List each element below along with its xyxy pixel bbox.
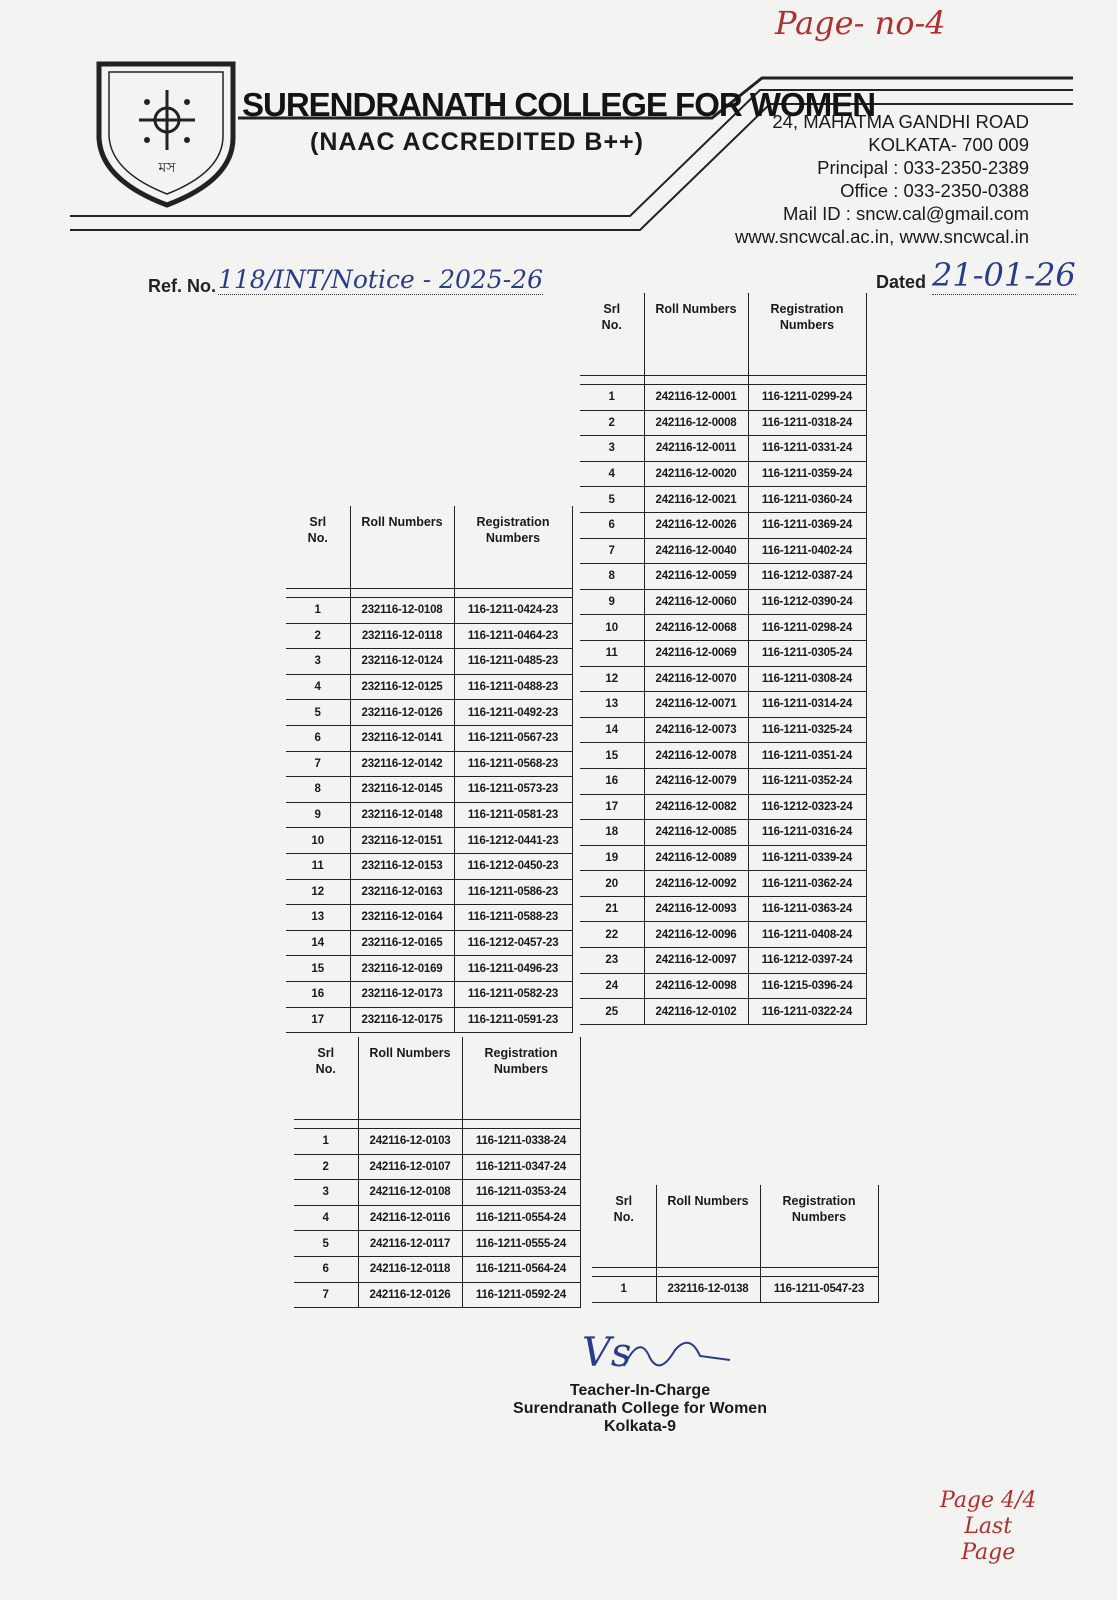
table-row <box>294 1180 580 1206</box>
reg-header: Registration Numbers <box>760 1185 878 1268</box>
college-name: SURENDRANATH COLLEGE FOR WOMEN <box>242 86 876 123</box>
table-row <box>580 692 866 718</box>
table-row <box>294 1231 580 1257</box>
roll-number-cell: 242116-12-0089 <box>644 845 748 871</box>
table-row <box>286 598 572 624</box>
roll-number-cell: 242116-12-0071 <box>644 692 748 718</box>
table-row <box>592 1277 878 1303</box>
handwritten-page-number: Page- no-4 <box>775 4 946 42</box>
table-gap-row <box>592 1268 878 1277</box>
table-row <box>580 615 866 641</box>
address-line: KOLKATA- 700 009 <box>868 134 1029 155</box>
srl-cell: 5 <box>286 700 350 726</box>
table-row <box>286 623 572 649</box>
roll-header: Roll Numbers <box>358 1037 462 1120</box>
srl-cell: 2 <box>294 1154 358 1180</box>
table-row <box>294 1154 580 1180</box>
roll-number-cell: 242116-12-0108 <box>358 1180 462 1206</box>
address-line: 24, MAHATMA GANDHI ROAD <box>772 111 1029 132</box>
srl-cell: 12 <box>286 879 350 905</box>
registration-number-cell: 116-1211-0352-24 <box>748 768 866 794</box>
registration-number-cell: 116-1211-0564-24 <box>462 1256 580 1282</box>
roll-number-cell: 242116-12-0118 <box>358 1256 462 1282</box>
footer-note-line: Page 4/4 <box>940 1488 1037 1513</box>
roll-number-cell: 242116-12-0069 <box>644 640 748 666</box>
srl-cell: 24 <box>580 973 644 999</box>
roll-number-cell: 232116-12-0148 <box>350 802 454 828</box>
registration-number-cell: 116-1212-0450-23 <box>454 853 572 879</box>
registration-number-cell: 116-1211-0338-24 <box>462 1129 580 1155</box>
roll-header: Roll Numbers <box>656 1185 760 1268</box>
srl-header: Srl No. <box>294 1037 358 1120</box>
registration-number-cell: 116-1211-0363-24 <box>748 896 866 922</box>
registration-number-cell: 116-1211-0339-24 <box>748 845 866 871</box>
srl-cell: 11 <box>286 853 350 879</box>
srl-cell: 10 <box>286 828 350 854</box>
registration-number-cell: 116-1211-0567-23 <box>454 725 572 751</box>
registration-number-cell: 116-1211-0369-24 <box>748 512 866 538</box>
roll-number-cell: 232116-12-0173 <box>350 981 454 1007</box>
srl-cell: 2 <box>286 623 350 649</box>
registration-number-cell: 116-1211-0464-23 <box>454 623 572 649</box>
registration-number-cell: 116-1211-0573-23 <box>454 777 572 803</box>
roll-number-cell: 242116-12-0126 <box>358 1282 462 1308</box>
srl-cell: 21 <box>580 896 644 922</box>
table-row <box>580 410 866 436</box>
srl-cell: 7 <box>294 1282 358 1308</box>
registration-number-cell: 116-1211-0588-23 <box>454 905 572 931</box>
roll-number-cell: 242116-12-0117 <box>358 1231 462 1257</box>
registration-number-cell: 116-1211-0496-23 <box>454 956 572 982</box>
roll-number-cell: 242116-12-0085 <box>644 820 748 846</box>
srl-cell: 4 <box>294 1205 358 1231</box>
registration-number-cell: 116-1211-0488-23 <box>454 674 572 700</box>
srl-cell: 1 <box>294 1129 358 1155</box>
srl-cell: 1 <box>580 385 644 411</box>
srl-cell: 25 <box>580 999 644 1025</box>
table-row <box>294 1129 580 1155</box>
roll-number-cell: 242116-12-0060 <box>644 589 748 615</box>
table-row <box>294 1282 580 1308</box>
roll-header: Roll Numbers <box>350 506 454 589</box>
registration-number-cell: 116-1212-0390-24 <box>748 589 866 615</box>
registration-number-cell: 116-1211-0322-24 <box>748 999 866 1025</box>
table-row <box>286 853 572 879</box>
registration-number-cell: 116-1211-0555-24 <box>462 1231 580 1257</box>
srl-cell: 8 <box>580 564 644 590</box>
srl-cell: 1 <box>286 598 350 624</box>
srl-header: Srl No. <box>580 293 644 376</box>
srl-cell: 7 <box>286 751 350 777</box>
reg-header: Registration Numbers <box>748 293 866 376</box>
table-row <box>286 981 572 1007</box>
registration-number-cell: 116-1215-0396-24 <box>748 973 866 999</box>
registration-number-cell: 116-1211-0360-24 <box>748 487 866 513</box>
table-row <box>580 845 866 871</box>
registration-number-cell: 116-1212-0387-24 <box>748 564 866 590</box>
registration-number-cell: 116-1211-0331-24 <box>748 436 866 462</box>
roll-number-cell: 242116-12-0096 <box>644 922 748 948</box>
roll-number-cell: 232116-12-0124 <box>350 649 454 675</box>
table-gap-row <box>294 1120 580 1129</box>
roll-header: Roll Numbers <box>644 293 748 376</box>
mail-id: Mail ID : sncw.cal@gmail.com <box>783 203 1029 224</box>
registration-number-cell: 116-1211-0408-24 <box>748 922 866 948</box>
roll-number-cell: 242116-12-0082 <box>644 794 748 820</box>
table-left-mid <box>286 506 573 1033</box>
srl-cell: 4 <box>580 461 644 487</box>
srl-cell: 16 <box>580 768 644 794</box>
srl-header: Srl No. <box>286 506 350 589</box>
srl-cell: 9 <box>286 802 350 828</box>
registration-number-cell: 116-1211-0581-23 <box>454 802 572 828</box>
table-gap-row <box>580 376 866 385</box>
table-row <box>286 879 572 905</box>
registration-number-cell: 116-1211-0314-24 <box>748 692 866 718</box>
dated-value: 21-01-26 <box>932 256 1076 294</box>
roll-number-cell: 242116-12-0068 <box>644 615 748 641</box>
table-row <box>580 768 866 794</box>
registration-number-cell: 116-1211-0359-24 <box>748 461 866 487</box>
srl-cell: 18 <box>580 820 644 846</box>
roll-number-cell: 242116-12-0073 <box>644 717 748 743</box>
table-header-row <box>294 1037 580 1120</box>
roll-number-cell: 242116-12-0020 <box>644 461 748 487</box>
table-row <box>580 973 866 999</box>
roll-number-cell: 242116-12-0103 <box>358 1129 462 1155</box>
signatory-city: Kolkata-9 <box>603 1418 677 1435</box>
srl-cell: 16 <box>286 981 350 1007</box>
table-row <box>286 777 572 803</box>
table-row <box>580 385 866 411</box>
registration-number-cell: 116-1211-0353-24 <box>462 1180 580 1206</box>
table-row <box>580 666 866 692</box>
table-row <box>580 436 866 462</box>
roll-number-cell: 232116-12-0165 <box>350 930 454 956</box>
registration-number-cell: 116-1211-0351-24 <box>748 743 866 769</box>
srl-cell: 22 <box>580 922 644 948</box>
table-right-top <box>580 293 867 1025</box>
srl-cell: 6 <box>580 512 644 538</box>
table-row <box>286 956 572 982</box>
roll-number-cell: 232116-12-0175 <box>350 1007 454 1033</box>
roll-number-cell: 232116-12-0141 <box>350 725 454 751</box>
table-row <box>580 820 866 846</box>
website: www.sncwcal.ac.in, www.sncwcal.in <box>734 226 1029 247</box>
registration-number-cell: 116-1211-0586-23 <box>454 879 572 905</box>
table-row <box>286 828 572 854</box>
roll-number-cell: 242116-12-0107 <box>358 1154 462 1180</box>
reg-header: Registration Numbers <box>462 1037 580 1120</box>
srl-cell: 17 <box>580 794 644 820</box>
registration-number-cell: 116-1211-0547-23 <box>760 1277 878 1303</box>
roll-number-cell: 232116-12-0151 <box>350 828 454 854</box>
signatory-college: Surendranath College for Women <box>513 1400 767 1417</box>
table-row <box>580 564 866 590</box>
registration-number-cell: 116-1211-0316-24 <box>748 820 866 846</box>
srl-cell: 14 <box>286 930 350 956</box>
registration-number-cell: 116-1211-0308-24 <box>748 666 866 692</box>
roll-number-cell: 242116-12-0079 <box>644 768 748 794</box>
footer-page-note <box>940 1488 1036 1566</box>
registration-number-cell: 116-1211-0298-24 <box>748 615 866 641</box>
table-right-bottom <box>592 1185 879 1303</box>
table-row <box>286 700 572 726</box>
roll-number-cell: 242116-12-0092 <box>644 871 748 897</box>
principal-phone: Principal : 033-2350-2389 <box>817 157 1029 178</box>
registration-number-cell: 116-1211-0424-23 <box>454 598 572 624</box>
srl-cell: 7 <box>580 538 644 564</box>
roll-number-cell: 232116-12-0163 <box>350 879 454 905</box>
srl-cell: 1 <box>592 1277 656 1303</box>
roll-number-cell: 242116-12-0070 <box>644 666 748 692</box>
signatory-title: Teacher-In-Charge <box>569 1382 711 1399</box>
registration-number-cell: 116-1211-0362-24 <box>748 871 866 897</box>
registration-number-cell: 116-1211-0554-24 <box>462 1205 580 1231</box>
roll-number-cell: 242116-12-0011 <box>644 436 748 462</box>
roll-number-cell: 242116-12-0078 <box>644 743 748 769</box>
table-row <box>580 922 866 948</box>
table-row <box>580 512 866 538</box>
footer-note-line: Last <box>964 1514 1013 1539</box>
registration-number-cell: 116-1212-0397-24 <box>748 948 866 974</box>
registration-number-cell: 116-1212-0457-23 <box>454 930 572 956</box>
table-row <box>286 930 572 956</box>
table-header-row <box>286 506 572 589</box>
srl-cell: 11 <box>580 640 644 666</box>
roll-number-cell: 242116-12-0098 <box>644 973 748 999</box>
roll-number-cell: 242116-12-0093 <box>644 896 748 922</box>
srl-cell: 13 <box>580 692 644 718</box>
srl-cell: 2 <box>580 410 644 436</box>
roll-number-cell: 232116-12-0138 <box>656 1277 760 1303</box>
registration-number-cell: 116-1212-0441-23 <box>454 828 572 854</box>
roll-number-cell: 232116-12-0126 <box>350 700 454 726</box>
roll-number-cell: 232116-12-0169 <box>350 956 454 982</box>
ref-label: Ref. No. <box>148 276 217 296</box>
registration-number-cell: 116-1211-0591-23 <box>454 1007 572 1033</box>
srl-cell: 5 <box>580 487 644 513</box>
table-row <box>286 1007 572 1033</box>
table-row <box>286 751 572 777</box>
registration-number-cell: 116-1211-0305-24 <box>748 640 866 666</box>
table-row <box>580 999 866 1025</box>
roll-number-cell: 232116-12-0125 <box>350 674 454 700</box>
roll-number-cell: 242116-12-0040 <box>644 538 748 564</box>
roll-number-cell: 242116-12-0102 <box>644 999 748 1025</box>
roll-number-cell: 232116-12-0164 <box>350 905 454 931</box>
footer-note-line: Page <box>961 1540 1016 1565</box>
srl-cell: 15 <box>580 743 644 769</box>
table-row <box>580 948 866 974</box>
roll-number-cell: 242116-12-0059 <box>644 564 748 590</box>
table-row <box>286 674 572 700</box>
table-gap-row <box>286 589 572 598</box>
table-row <box>580 589 866 615</box>
table-row <box>580 743 866 769</box>
roll-number-cell: 242116-12-0026 <box>644 512 748 538</box>
registration-number-cell: 116-1211-0318-24 <box>748 410 866 436</box>
roll-number-cell: 232116-12-0142 <box>350 751 454 777</box>
srl-cell: 23 <box>580 948 644 974</box>
table-row <box>580 794 866 820</box>
srl-cell: 3 <box>294 1180 358 1206</box>
srl-cell: 9 <box>580 589 644 615</box>
table-row <box>286 725 572 751</box>
roll-number-cell: 242116-12-0116 <box>358 1205 462 1231</box>
table-row <box>294 1256 580 1282</box>
srl-cell: 14 <box>580 717 644 743</box>
srl-cell: 10 <box>580 615 644 641</box>
srl-cell: 3 <box>286 649 350 675</box>
signature-stroke <box>620 1328 740 1378</box>
table-row <box>286 649 572 675</box>
reg-header: Registration Numbers <box>454 506 572 589</box>
dated-label: Dated <box>876 272 927 292</box>
srl-cell: 19 <box>580 845 644 871</box>
registration-number-cell: 116-1211-0592-24 <box>462 1282 580 1308</box>
table-row <box>580 538 866 564</box>
table-header-row <box>580 293 866 376</box>
registration-number-cell: 116-1211-0485-23 <box>454 649 572 675</box>
office-phone: Office : 033-2350-0388 <box>840 180 1029 201</box>
table-left-bottom <box>294 1037 581 1308</box>
roll-number-cell: 232116-12-0108 <box>350 598 454 624</box>
srl-cell: 3 <box>580 436 644 462</box>
roll-number-cell: 242116-12-0008 <box>644 410 748 436</box>
srl-cell: 17 <box>286 1007 350 1033</box>
roll-number-cell: 232116-12-0118 <box>350 623 454 649</box>
accreditation-label: (NAAC ACCREDITED B++) <box>310 128 644 156</box>
srl-cell: 15 <box>286 956 350 982</box>
srl-cell: 20 <box>580 871 644 897</box>
table-header-row <box>592 1185 878 1268</box>
table-row <box>286 802 572 828</box>
registration-number-cell: 116-1211-0582-23 <box>454 981 572 1007</box>
table-row <box>580 896 866 922</box>
registration-number-cell: 116-1211-0492-23 <box>454 700 572 726</box>
table-row <box>580 871 866 897</box>
registration-number-cell: 116-1211-0402-24 <box>748 538 866 564</box>
roll-number-cell: 242116-12-0021 <box>644 487 748 513</box>
address-block <box>735 110 1029 248</box>
ref-value: 118/INT/Notice - 2025-26 <box>218 265 543 294</box>
table-row <box>580 640 866 666</box>
table-row <box>580 717 866 743</box>
table-row <box>580 461 866 487</box>
table-row <box>286 905 572 931</box>
srl-header: Srl No. <box>592 1185 656 1268</box>
srl-cell: 6 <box>294 1256 358 1282</box>
svg-text:মস: মস <box>158 160 176 176</box>
table-row <box>294 1205 580 1231</box>
srl-cell: 13 <box>286 905 350 931</box>
srl-cell: 5 <box>294 1231 358 1257</box>
srl-cell: 6 <box>286 725 350 751</box>
roll-number-cell: 232116-12-0145 <box>350 777 454 803</box>
roll-number-cell: 232116-12-0153 <box>350 853 454 879</box>
registration-number-cell: 116-1212-0323-24 <box>748 794 866 820</box>
signature-block <box>500 1382 780 1436</box>
table-row <box>580 487 866 513</box>
signature-scribble: Vs <box>582 1330 632 1376</box>
registration-number-cell: 116-1211-0299-24 <box>748 385 866 411</box>
roll-number-cell: 242116-12-0097 <box>644 948 748 974</box>
registration-number-cell: 116-1211-0325-24 <box>748 717 866 743</box>
srl-cell: 4 <box>286 674 350 700</box>
registration-number-cell: 116-1211-0568-23 <box>454 751 572 777</box>
srl-cell: 8 <box>286 777 350 803</box>
roll-number-cell: 242116-12-0001 <box>644 385 748 411</box>
registration-number-cell: 116-1211-0347-24 <box>462 1154 580 1180</box>
srl-cell: 12 <box>580 666 644 692</box>
